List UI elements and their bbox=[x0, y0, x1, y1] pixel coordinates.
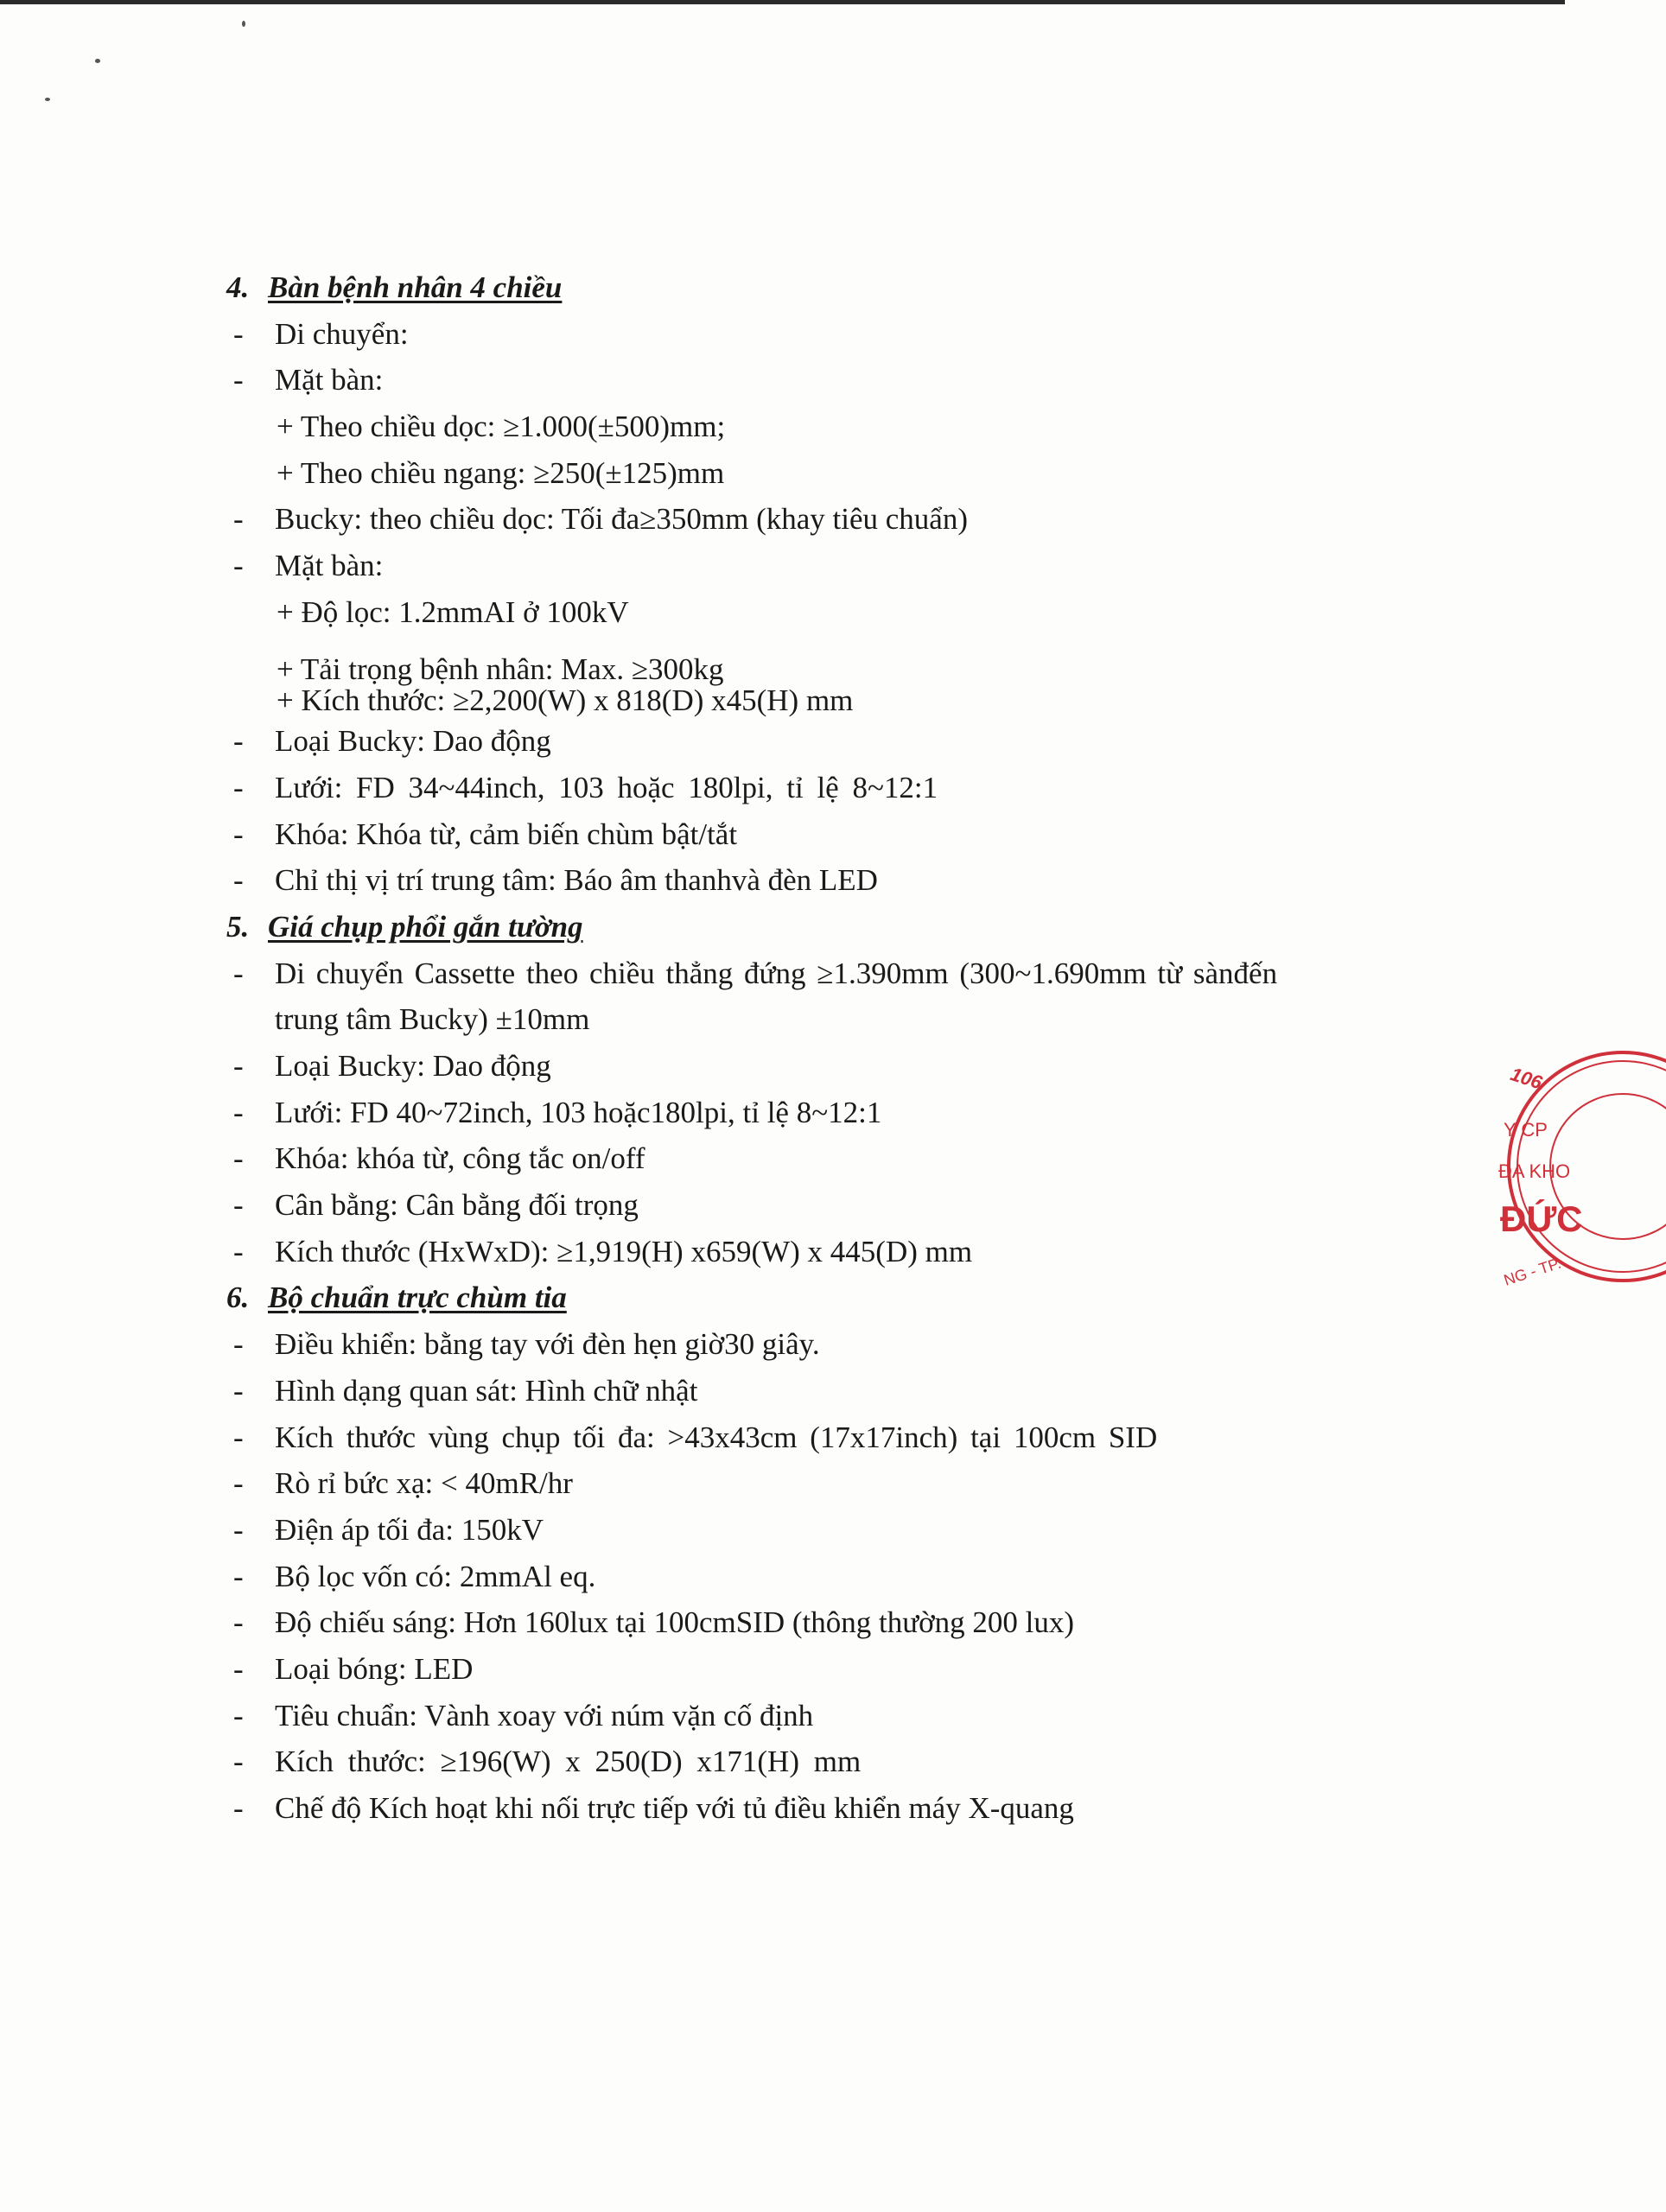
scan-speck bbox=[45, 98, 50, 101]
section-number: 4. bbox=[226, 270, 250, 304]
list-item: - Mặt bàn: bbox=[233, 549, 384, 583]
list-item: - Điện áp tối đa: 150kV bbox=[233, 1512, 544, 1547]
list-item: - Tiêu chuẩn: Vành xoay với núm vặn cố định bbox=[233, 1698, 814, 1732]
svg-text:NG - TP.: NG - TP. bbox=[1501, 1254, 1564, 1289]
section-title: Giá chụp phổi gắn tường bbox=[268, 909, 583, 944]
section-title: Bàn bệnh nhân 4 chiều bbox=[268, 270, 563, 304]
list-item: - Loại Bucky: Dao động bbox=[233, 1049, 551, 1083]
list-item: - Bucky: theo chiều dọc: Tối đa≥350mm (khay tiêu chuẩn) bbox=[233, 502, 968, 537]
section-title: Bộ chuẩn trực chùm tia bbox=[268, 1281, 567, 1315]
sub-item: + Theo chiều ngang: ≥250(±125)mm bbox=[277, 455, 725, 490]
list-item: - Điều khiển: bằng tay với đèn hẹn giờ30 giây. bbox=[233, 1327, 820, 1362]
list-item: - Loại bóng: LED bbox=[233, 1651, 474, 1686]
list-item: - Khóa: Khóa từ, cảm biến chùm bật/tắt bbox=[233, 817, 738, 851]
svg-text:Y CP: Y CP bbox=[1504, 1119, 1548, 1141]
list-item: - Kích thước (HxWxD): ≥1,919(H) x659(W) x 445(D) mm bbox=[233, 1234, 973, 1268]
section-number: 6. bbox=[226, 1281, 250, 1315]
list-item: - Bộ lọc vốn có: 2mmAl eq. bbox=[233, 1559, 596, 1593]
svg-text:ĐA KHO: ĐA KHO bbox=[1498, 1160, 1571, 1182]
sub-item: + Kích thước: ≥2,200(W) x 818(D) x45(H) mm bbox=[277, 683, 854, 717]
list-item: - Khóa: khóa từ, công tắc on/off bbox=[233, 1141, 645, 1176]
list-item: - Di chuyển Cassette theo chiều thẳng đứng ≥1.390mm (300~1.690mm từ sànđến bbox=[233, 956, 1278, 990]
list-item: - Loại Bucky: Dao động bbox=[233, 724, 551, 759]
list-item: - Mặt bàn: bbox=[233, 363, 384, 397]
company-seal-stamp bbox=[1493, 1041, 1666, 1292]
scan-speck bbox=[95, 59, 100, 63]
document-body bbox=[226, 264, 1436, 1832]
list-item: - Kích thước vùng chụp tối đa: >43x43cm (17x17inch) tại 100cm SID bbox=[233, 1420, 1158, 1454]
list-item: - Kích thước: ≥196(W) x 250(D) x171(H) mm bbox=[233, 1745, 862, 1779]
scan-top-border bbox=[0, 0, 1565, 4]
svg-text:106: 106 bbox=[1508, 1063, 1545, 1094]
list-item: - Di chuyển: bbox=[233, 316, 409, 351]
list-item: - Lưới: FD 34~44inch, 103 hoặc 180lpi, tỉ lệ 8~12:1 bbox=[233, 770, 938, 804]
sub-item: + Tải trọng bệnh nhân: Max. ≥300kg bbox=[277, 652, 724, 686]
scan-speck bbox=[242, 21, 245, 27]
list-item: - Chỉ thị vị trí trung tâm: Báo âm thanhvà đèn LED bbox=[233, 863, 878, 898]
section-heading bbox=[226, 1274, 1436, 1321]
list-item: - Cân bằng: Cân bằng đối trọng bbox=[233, 1188, 639, 1223]
svg-text:ĐỨC: ĐỨC bbox=[1500, 1198, 1583, 1239]
section-heading bbox=[226, 264, 1436, 311]
sub-item: + Độ lọc: 1.2mmAI ở 100kV bbox=[277, 594, 629, 629]
sub-item: + Theo chiều dọc: ≥1.000(±500)mm; bbox=[277, 410, 726, 444]
section-heading bbox=[226, 904, 1436, 950]
list-item: - Rò rỉ bức xạ: < 40mR/hr bbox=[233, 1466, 573, 1501]
list-item: - Lưới: FD 40~72inch, 103 hoặc180lpi, tỉ lệ 8~12:1 bbox=[233, 1095, 882, 1129]
list-item-continuation: trung tâm Bucky) ±10mm bbox=[275, 1002, 590, 1037]
list-item: - Độ chiếu sáng: Hơn 160lux tại 100cmSID (thông thường 200 lux) bbox=[233, 1605, 1075, 1640]
section-number: 5. bbox=[226, 909, 250, 944]
list-item: - Hình dạng quan sát: Hình chữ nhật bbox=[233, 1373, 698, 1408]
list-item: - Chế độ Kích hoạt khi nối trực tiếp với tủ điều khiển máy X-quang bbox=[233, 1791, 1074, 1825]
